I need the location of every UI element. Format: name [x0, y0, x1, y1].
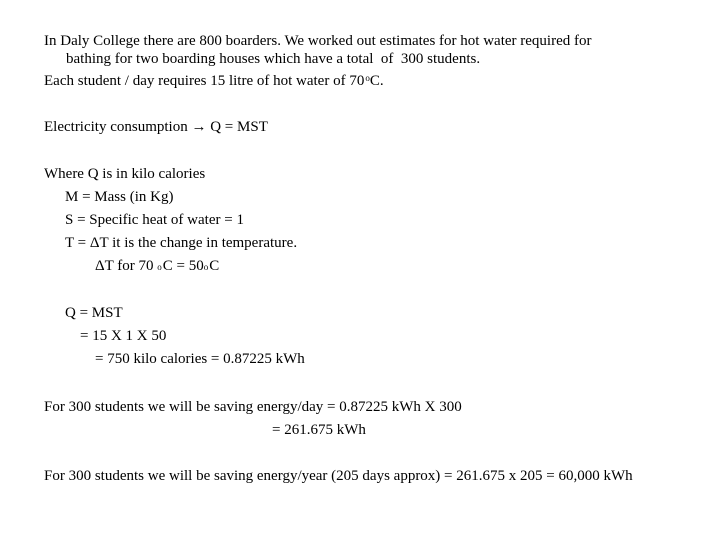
intro-line-3-suffix: C.	[369, 73, 384, 89]
definition-temperature: T = ΔT it is the change in temperature.	[65, 235, 298, 251]
definition-mass: M = Mass (in Kg)	[65, 189, 174, 205]
savings-yearly: For 300 students we will be saving energy/year (205 days approx) = 261.675 x 205 = 60,000 kWh	[44, 468, 633, 484]
intro-line-1: In Daly College there are 800 boarders. We worked out estimates for hot water required for	[44, 33, 592, 49]
calc-q-mst: Q = MST	[65, 305, 123, 321]
delta-t-suffix: C	[209, 258, 220, 274]
intro-line-3	[44, 72, 384, 91]
electricity-formula: Electricity consumption → Q = MST	[44, 119, 268, 135]
delta-t-line	[95, 257, 219, 276]
savings-daily-result: = 261.675 kWh	[272, 422, 366, 438]
definition-specific-heat: S = Specific heat of water = 1	[65, 212, 244, 228]
degree-symbol: o	[365, 73, 370, 83]
degree-symbol: o	[157, 262, 162, 272]
definition-where-q: Where Q is in kilo calories	[44, 166, 206, 182]
intro-line-3-prefix: Each student / day requires 15 litre of hot water of 70	[44, 73, 365, 89]
calc-step-1: = 15 X 1 X 50	[80, 328, 167, 344]
delta-t-mid: C = 50	[162, 258, 204, 274]
intro-line-2: bathing for two boarding houses which have a total of 300 students.	[66, 51, 481, 67]
calc-step-2: = 750 kilo calories = 0.87225 kWh	[95, 351, 305, 367]
degree-symbol: o	[203, 262, 209, 272]
delta-t-prefix: ΔT for 70	[95, 258, 158, 274]
savings-daily: For 300 students we will be saving energy/day = 0.87225 kWh X 300	[44, 399, 462, 415]
